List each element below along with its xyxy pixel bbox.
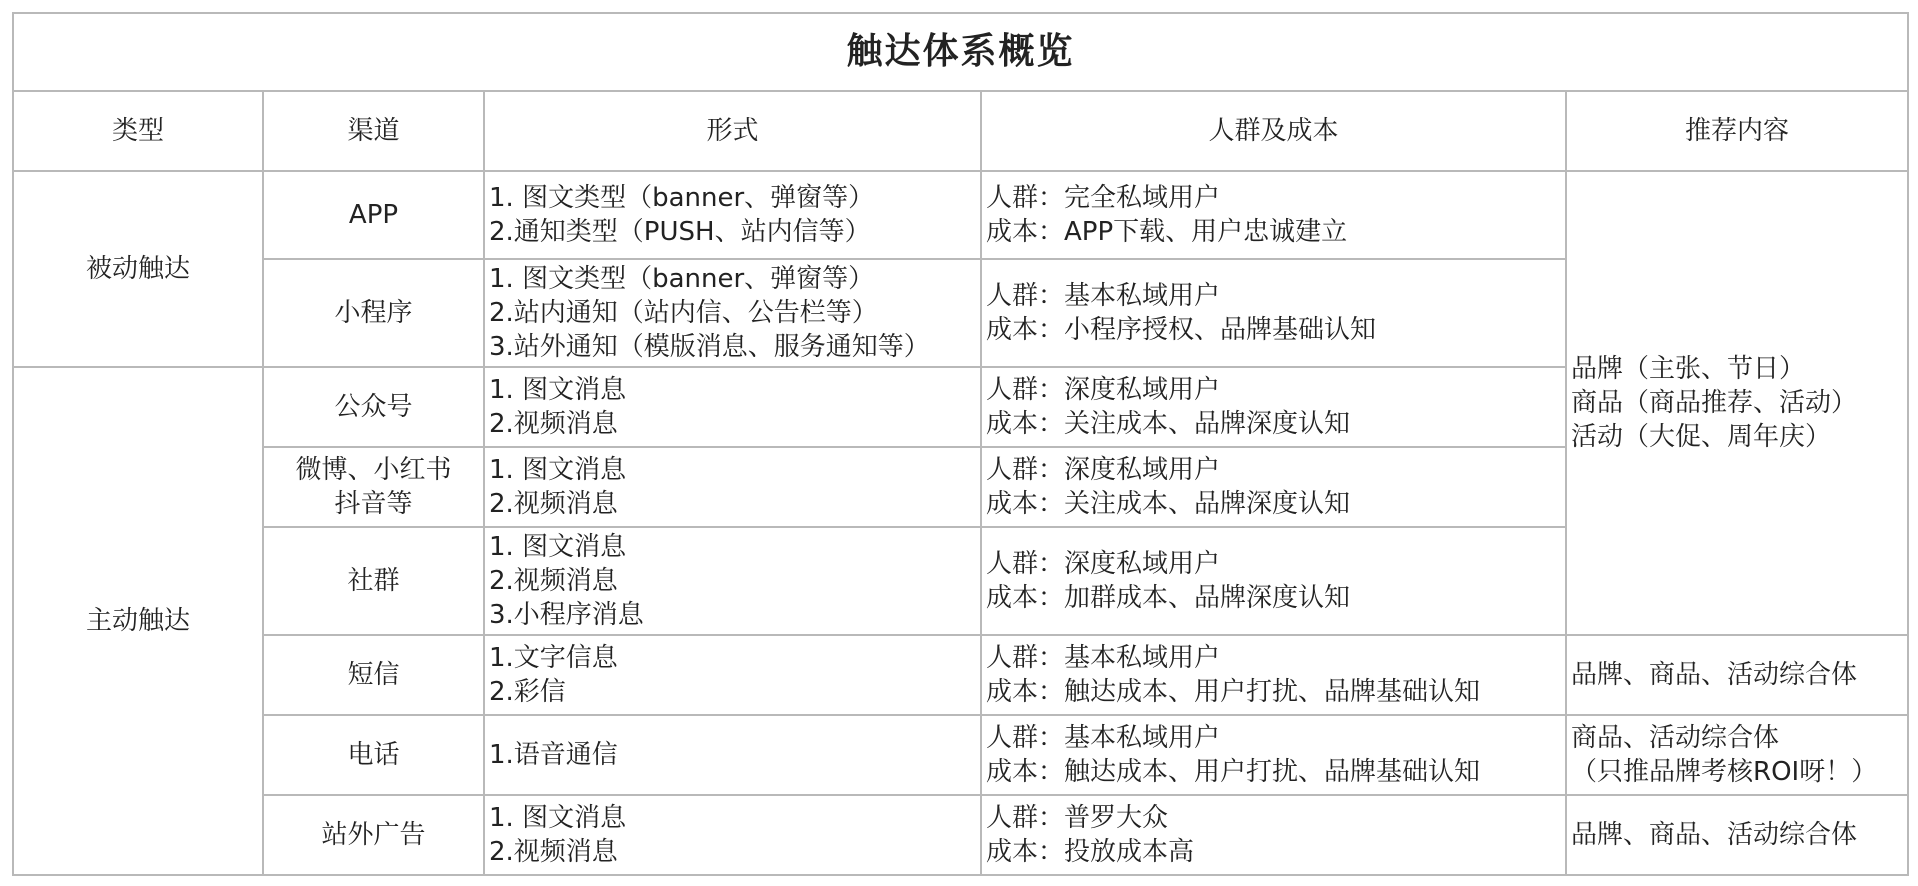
recommend-line: 品牌、商品、活动综合体 xyxy=(1571,820,1858,850)
table-title: 触达体系概览 xyxy=(13,13,1908,91)
form-line: 2.视频消息 xyxy=(489,837,618,867)
channel-label: 公众号 xyxy=(334,392,413,422)
crowd-line: 人群：深度私域用户 xyxy=(986,455,1221,485)
form-line: 2.视频消息 xyxy=(489,566,618,596)
channel-label: 社群 xyxy=(347,566,400,596)
table-row xyxy=(13,795,1908,875)
header-form: 形式 xyxy=(484,91,981,171)
recommend-cell xyxy=(1566,635,1908,715)
crowd-cost-cell xyxy=(981,171,1566,259)
form-cell xyxy=(484,795,981,875)
recommend-cell xyxy=(1566,795,1908,875)
form-line: 1. 图文消息 xyxy=(489,532,627,562)
recommend-line: （只推品牌考核ROI呀！） xyxy=(1571,757,1878,787)
form-line: 1. 图文消息 xyxy=(489,455,627,485)
form-line: 1. 图文类型（banner、弹窗等） xyxy=(489,264,875,294)
cost-line: 成本：关注成本、品牌深度认知 xyxy=(986,489,1351,519)
recommend-line: 活动（大促、周年庆） xyxy=(1571,422,1832,452)
cost-line: 成本：小程序授权、品牌基础认知 xyxy=(986,315,1377,345)
form-cell xyxy=(484,259,981,367)
header-type: 类型 xyxy=(13,91,263,171)
table-row xyxy=(13,715,1908,795)
type-active: 主动触达 xyxy=(13,367,263,875)
form-line: 2.视频消息 xyxy=(489,409,618,439)
cost-line: 成本：投放成本高 xyxy=(986,837,1195,867)
reach-system-table xyxy=(12,12,1909,876)
form-cell xyxy=(484,527,981,635)
crowd-line: 人群：基本私域用户 xyxy=(986,281,1221,311)
channel-cell xyxy=(263,447,484,527)
form-line: 2.站内通知（站内信、公告栏等） xyxy=(489,298,878,328)
cost-line: 成本：关注成本、品牌深度认知 xyxy=(986,409,1351,439)
crowd-line: 人群：基本私域用户 xyxy=(986,643,1221,673)
header-crowd-cost: 人群及成本 xyxy=(981,91,1566,171)
crowd-line: 人群：深度私域用户 xyxy=(986,549,1221,579)
form-line: 2.视频消息 xyxy=(489,489,618,519)
channel-cell xyxy=(263,715,484,795)
table-row xyxy=(13,635,1908,715)
recommend-line: 品牌（主张、节日） xyxy=(1571,354,1806,384)
crowd-cost-cell xyxy=(981,795,1566,875)
recommend-line: 商品（商品推荐、活动） xyxy=(1571,388,1858,418)
crowd-cost-cell xyxy=(981,367,1566,447)
crowd-cost-cell xyxy=(981,259,1566,367)
crowd-line: 人群：基本私域用户 xyxy=(986,723,1221,753)
form-line: 2.通知类型（PUSH、站内信等） xyxy=(489,217,871,247)
channel-label: 小程序 xyxy=(334,298,413,328)
form-line: 1. 图文类型（banner、弹窗等） xyxy=(489,183,875,213)
channel-label: APP xyxy=(348,200,399,230)
cost-line: 成本：APP下载、用户忠诚建立 xyxy=(986,217,1348,247)
channel-cell xyxy=(263,795,484,875)
recommend-cell xyxy=(1566,715,1908,795)
form-cell xyxy=(484,447,981,527)
form-line: 1.文字信息 xyxy=(489,643,618,673)
header-recommend: 推荐内容 xyxy=(1566,91,1908,171)
crowd-line: 人群：深度私域用户 xyxy=(986,375,1221,405)
form-line: 3.小程序消息 xyxy=(489,600,644,630)
crowd-cost-cell xyxy=(981,715,1566,795)
type-passive: 被动触达 xyxy=(13,171,263,367)
channel-cell xyxy=(263,259,484,367)
channel-label: 站外广告 xyxy=(321,820,426,850)
title-row xyxy=(13,13,1908,91)
channel-label: 短信 xyxy=(347,660,400,690)
channel-cell xyxy=(263,367,484,447)
crowd-cost-cell xyxy=(981,527,1566,635)
cost-line: 成本：触达成本、用户打扰、品牌基础认知 xyxy=(986,757,1481,787)
crowd-line: 人群：完全私域用户 xyxy=(986,183,1221,213)
channel-cell xyxy=(263,171,484,259)
crowd-line: 人群：普罗大众 xyxy=(986,803,1169,833)
cost-line: 成本：触达成本、用户打扰、品牌基础认知 xyxy=(986,677,1481,707)
form-line: 3.站外通知（模版消息、服务通知等） xyxy=(489,332,930,362)
channel-label: 微博、小红书 xyxy=(295,455,452,485)
channel-label: 抖音等 xyxy=(334,489,413,519)
recommend-line: 品牌、商品、活动综合体 xyxy=(1571,660,1858,690)
recommend-line: 商品、活动综合体 xyxy=(1571,723,1780,753)
form-line: 2.彩信 xyxy=(489,677,566,707)
channel-cell xyxy=(263,527,484,635)
crowd-cost-cell xyxy=(981,447,1566,527)
form-line: 1. 图文消息 xyxy=(489,375,627,405)
form-line: 1. 图文消息 xyxy=(489,803,627,833)
form-cell xyxy=(484,171,981,259)
form-cell xyxy=(484,715,981,795)
cost-line: 成本：加群成本、品牌深度认知 xyxy=(986,583,1351,613)
crowd-cost-cell xyxy=(981,635,1566,715)
table-row xyxy=(13,171,1908,259)
recommend-merged-cell xyxy=(1566,171,1908,635)
header-row xyxy=(13,91,1908,171)
header-channel: 渠道 xyxy=(263,91,484,171)
channel-label: 电话 xyxy=(347,740,400,770)
form-cell xyxy=(484,635,981,715)
form-cell xyxy=(484,367,981,447)
form-line: 1.语音通信 xyxy=(489,740,618,770)
channel-cell xyxy=(263,635,484,715)
